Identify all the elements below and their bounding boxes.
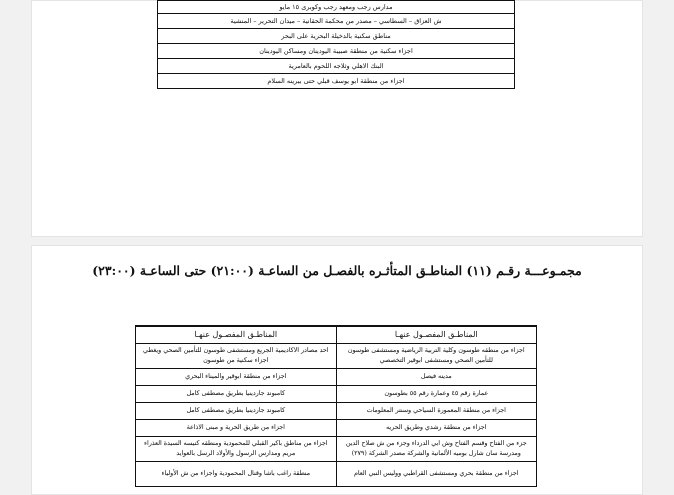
table-row xyxy=(136,403,537,420)
group-11-areas-table xyxy=(135,325,537,487)
table-cell-left: كامبوند جاردينيا بطريق مصطفى كامل xyxy=(136,386,337,403)
table-cell-right: جزء من الفتاح وقسم الفتاح وش ابي الدرداء وجزء من ش صلاح الدين ومدرسة سان شارل بوميه الألمانية والشركة مصدر الشركة (٢٧٩) xyxy=(336,437,537,462)
table-row xyxy=(136,344,537,369)
column-header-right: المناطـق المفصـول عنهـا xyxy=(336,326,537,344)
table-row xyxy=(158,44,515,59)
table-row xyxy=(136,462,537,487)
table-cell-right: اجزاء من منطقه طوسون وكلية التربية الرياضية ومستشفى طوسون للتأمين الصحي ومستشفى ابوقير التخصصي xyxy=(336,344,537,369)
table-row xyxy=(136,386,537,403)
table-cell-right: اجزاء من منطقة بحري ومستشفى القراطبي ووليس النبي العام xyxy=(336,462,537,487)
table-cell: البنك الاهلي وثلاجه اللحوم بالعامرية xyxy=(158,59,515,74)
group-title: مجمـوعـــة رقـم (١١) المناطـق المتأثـره بالفصـل من الساعـة (٢١:٠٠) حتى الساعـة (٢٣:٠٠) xyxy=(92,263,582,278)
top-document-card xyxy=(31,0,643,237)
table-cell-right: مدينه فيصل xyxy=(336,369,537,386)
group-11-document-card xyxy=(31,245,643,495)
table-row xyxy=(136,437,537,462)
table-cell-right: اجزاء من منطقة رشدي وطريق الحريه xyxy=(336,420,537,437)
table-cell-left: كامبوند جاردينيا بطريق مصطفى كامل xyxy=(136,403,337,420)
table-cell: اجزاء من منطقة ابو يوسف قبلي حتى بيرينه السلام xyxy=(158,74,515,89)
table-row xyxy=(158,14,515,29)
table-row xyxy=(158,74,515,89)
top-areas-table xyxy=(157,0,515,89)
table-cell-right: اجزاء من منطقة المعمورة السياحي وسنتر المعلومات xyxy=(336,403,537,420)
table-cell: اجزاء سكنية من منطقة صبيبة اليودينان ومساكن اليودينان xyxy=(158,44,515,59)
table-cell-left: اجزاء من منطقة ابوقير والميناء البحري xyxy=(136,369,337,386)
table-row xyxy=(136,420,537,437)
table-cell: مناطق سكنية بالدخيلة البحرية على البحر xyxy=(158,29,515,44)
table-cell-left: منطقة راغب باشا وقنال المحمودية واجزاء من ش الأولياء xyxy=(136,462,337,487)
table-row xyxy=(158,59,515,74)
table-cell-left: اجزاء من طريق الحرية و مبنى الاذاعة xyxy=(136,420,337,437)
table-row xyxy=(158,1,515,14)
table-cell-left: احد مصادر الاكاديمية الجريع ومستشفى طوسون للتأمين الصحي ويغطي اجزاء سكنية من طوسون xyxy=(136,344,337,369)
table-cell-right: عمارة رقم ٤٥ وعمارة رقم ٥٥ بطوسون xyxy=(336,386,537,403)
table-row xyxy=(136,369,537,386)
column-header-left: المناطـق المفصـول عنهـا xyxy=(136,326,337,344)
table-row xyxy=(158,29,515,44)
table-cell-left: اجزاء من مناطق باكير القبلي للمحمودية ومنطقه كنيسه السيدة العذراء مريم ومدارس الرسول والأولاد الرسل بالعوايد xyxy=(136,437,337,462)
table-cell: مدارس رجب ومعهد رجب وكوبرى ١٥ مايو xyxy=(158,1,515,14)
table-cell: ش العزاق – السطاسي – مصدر من محكمة الحقانية – ميدان التحرير – المنشية xyxy=(158,14,515,29)
table-header-row xyxy=(136,326,537,344)
